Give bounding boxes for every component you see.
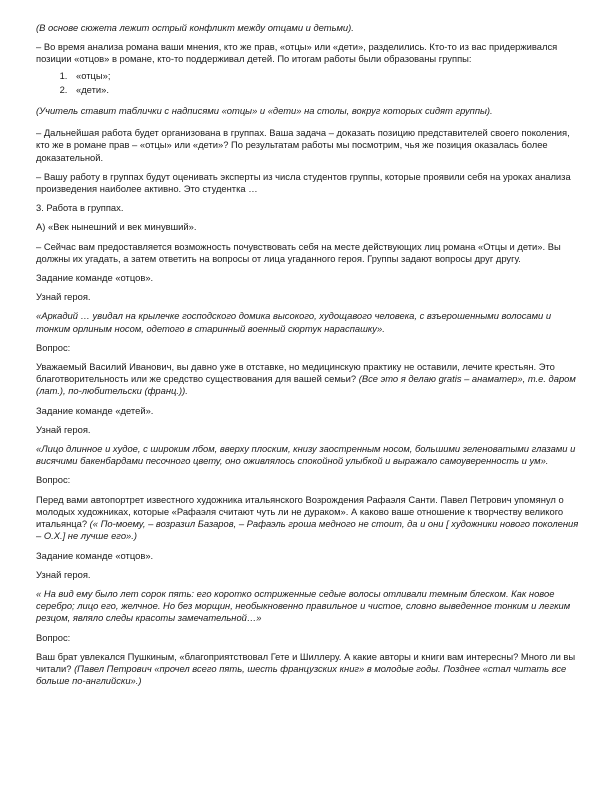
group-work-paragraph: – Дальнейшая работа будет организована в группах. Ваша задача – доказать позицию представителей своего поколения, кто же в романе прав – «отцы» или «дети»? По результатам работы мы посмотрим, чья же позиция оказалась более доказательной.: [36, 127, 570, 163]
question-label: Вопрос:: [36, 631, 71, 643]
section-heading: 3. Работа в группах.: [36, 202, 124, 214]
groups-list: [36, 70, 582, 96]
quote-paragraph: «Аркадий … увидал на крылечке господского домика высокого, худощавого человека, с взъерошенными волосами и тонким орлиным носом, одетого в старинный военный сюртук нараспашку».: [36, 310, 552, 334]
question-paragraph: [36, 494, 582, 543]
quote-paragraph: «Лицо длинное и худое, с широким лбом, вверху плоским, книзу заостренным носом, большими зеленоватыми глазами и висячими бакенбардами песочного цвету, оно оживлялось спокойной улыбкой и выражало самоуверенность и ум».: [36, 443, 576, 467]
question-paragraph: [36, 361, 582, 398]
experts-paragraph: – Вашу работу в группах будут оценивать эксперты из числа студентов группы, которые проявили себя на уроках анализа произведения наиболее активно. Это студентка …: [36, 170, 571, 195]
subsection-heading: А) «Век нынешний и век минувший».: [36, 221, 197, 233]
task-heading: Задание команде «отцов».: [36, 272, 154, 284]
question-paragraph: [36, 651, 582, 688]
answer-text: (Все это я делаю gratis – анаматер», т.е. даром (лат.), по-любительски (франц.)).: [36, 373, 576, 397]
guess-hero-label: Узнай героя.: [36, 568, 91, 580]
answer-text: (« По-моему, – возразил Базаров, – Рафаэль гроша медного не стоит, да и они [ художники нового поколения – О.Х.] не лучше его».): [36, 518, 579, 542]
answer-text: (Павел Петрович «прочел всего пять, шесть французских книг» в молодые годы. Позднее «стал читать все больше по-английски».): [36, 662, 567, 687]
quote-paragraph: « На вид ему было лет сорок пять: его коротко остриженные седые волосы отливали темным блеском. Как новое серебро; лицо его, желчное. Но без морщин, необыкновенно правильное и чистое, словно выведенное тонким и легким резцом, являло следы красоты замечательной…»: [36, 587, 571, 624]
intro-note: (В основе сюжета лежит острый конфликт между отцами и детьми).: [36, 22, 354, 33]
teacher-note: (Учитель ставит таблички с надписями «отцы» и «дети» на столы, вокруг которых сидят группы).: [36, 105, 493, 117]
list-item: 2. «дети».: [70, 84, 582, 96]
question-text: Ваш брат увлекался Пушкиным, «благоприятствовал Гете и Шиллеру. А какие авторы и книги вам интересны? Много ли вы читали?: [36, 650, 576, 674]
guess-hero-label: Узнай героя.: [36, 291, 91, 303]
opinions-paragraph: – Во время анализа романа ваши мнения, кто же прав, «отцы» или «дети», разделились. Кто-то из вас придерживался позиции «отцов» в романе, кто-то поддерживал детей. По итогам работы были образованы группы:: [36, 41, 558, 65]
question-label: Вопрос:: [36, 341, 71, 353]
task-intro-paragraph: – Сейчас вам предоставляется возможность почувствовать себя на месте действующих лиц романа «Отцы и дети». Вы должны их угадать, а затем ответить на вопросы от лица угаданного героя. Группы задают вопросы друг другу.: [36, 240, 561, 264]
question-text: Уважаемый Василий Иванович, вы давно уже в отставке, но медицинскую практику не оставили, лечите крестьян. Это благотворительность или же средство существования для вашей семьи?: [36, 361, 555, 385]
question-text: Перед вами автопортрет известного художника итальянского Возрождения Рафаэля Санти. Павел Петрович упомянул о молодых художниках, которые «Рафаэля считают чуть ли не дураком». А каково ваше отношение к творчеству великого итальянца?: [36, 493, 564, 530]
task-heading: Задание команде «детей».: [36, 404, 154, 416]
guess-hero-label: Узнай героя.: [36, 423, 91, 435]
list-item: 1. «отцы»;: [70, 70, 582, 82]
task-heading: Задание команде «отцов».: [36, 549, 154, 561]
question-label: Вопрос:: [36, 474, 71, 486]
